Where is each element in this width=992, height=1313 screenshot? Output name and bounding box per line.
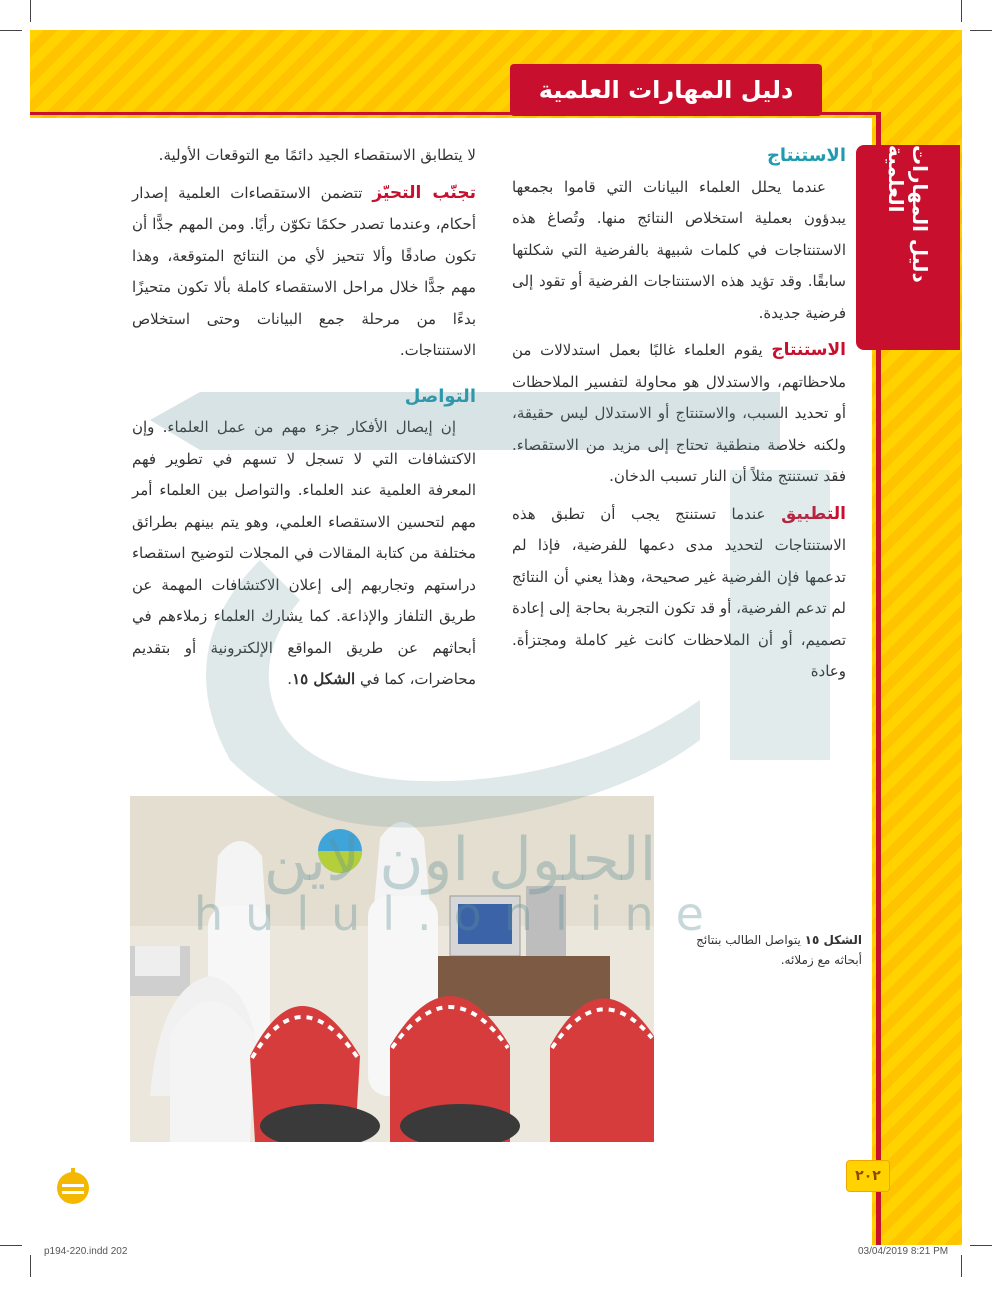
crop-mark [0, 1245, 22, 1246]
crop-mark [0, 30, 22, 31]
communication-text: إن إيصال الأفكار جزء مهم من عمل العلماء. وإن الاكتشافات التي لا تسجل لا تسهم في تطوير فهم المعرفة العلمية عند العلماء. والتواصل بين العلماء أمر مهم لتحسين الاستقصاء العلمي، وهو يتم بينهم بطرائق مختلفة من كتابة المقالات في المجلات لتوضيح استقصاء دراستهم وتجاربهم إلى إعلان الاكتشافات المهمة عن طريق التلفاز والإذاعة. كما يشارك العلماء زملاءهم في أبحاثهم عن طريق المواقع الإلكترونية أو بتقديم محاضرات، كما في [132, 418, 476, 688]
application-text: عندما تستنتج يجب أن تطبق هذه الاستنتاجات لتحديد مدى دعمها للفرضية، فإذا لم تدعمها فإن الفرضية غير صحيحة، وهذا يعني أن النتائج لم تدعم الفرضية، أو قد تكون التجربة بحاجة إلى إعادة تصميم، أو أن الملاحظات كانت غير كاملة ومجتزأة. وعادة [512, 504, 846, 680]
crop-mark [961, 1255, 962, 1277]
crop-mark [970, 30, 992, 31]
publisher-logo-icon [52, 1164, 94, 1206]
communication-paragraph [132, 412, 476, 696]
crop-mark [30, 1255, 31, 1277]
bias-paragraph [132, 178, 476, 367]
application-paragraph [512, 499, 846, 688]
chapter-title-banner: دليل المهارات العلمية [510, 64, 822, 116]
crop-mark [30, 0, 31, 22]
communication-end: . [287, 670, 293, 688]
classroom-photo [130, 796, 654, 1142]
side-section-tab: دليل المهارات العلمية [856, 145, 960, 350]
communication-heading: التواصل [404, 385, 476, 407]
left-text-column [132, 140, 476, 696]
bias-term: تجنّب التحيّز [372, 182, 476, 203]
footer-file-info: p194-220.indd 202 [44, 1246, 128, 1257]
watermark-arabic: الحلول اون لاين [263, 825, 657, 895]
figure-reference: الشكل ١٥ [292, 670, 356, 688]
crop-mark [970, 1245, 992, 1246]
top-yellow-band [30, 30, 962, 118]
conclusion-paragraph: عندما يحلل العلماء البيانات التي قاموا بجمعها يبدؤون بعملية استخلاص النتائج منها. وتُصاغ هذه الاستنتاجات في كلمات شبيهة بالفرضية التي شكلتها سابقًا. وقد تؤيد هذه الاستنتاجات الفرضية أو تقود إلى فرضية جديدة. [512, 177, 846, 322]
inference-paragraph [512, 335, 846, 493]
figure-caption-label: الشكل ١٥ [804, 933, 862, 947]
classroom-photo-drawing [130, 796, 654, 1142]
crop-mark [961, 0, 962, 22]
application-term: التطبيق [781, 503, 846, 524]
continuation-text: لا يتطابق الاستقصاء الجيد دائمًا مع التوقعات الأولية. [158, 146, 476, 164]
figure-caption [670, 930, 862, 970]
inference-text: يقوم العلماء غالبًا بعمل استدلالات من ملاحظاتهم، والاستدلال هو محاولة لتفسير الملاحظات أو تحديد السبب، والاستنتاج أو الاستدلال ليس حقيقة، ولكنه خلاصة منطقية تحتاج إلى مزيد من الاستقصاء. فقد تستنتج مثلاً أن النار تسبب الدخان. [512, 341, 846, 485]
figure-caption-text: يتواصل الطالب بنتائج أبحاثه مع زملائه. [696, 933, 862, 967]
right-text-column [512, 140, 846, 688]
watermark-latin: hulul.online [194, 887, 726, 941]
page-number-badge: ٢٠٢ [846, 1160, 890, 1192]
footer-timestamp: 03/04/2019 8:21 PM [858, 1246, 949, 1257]
bias-text: تتضمن الاستقصاءات العلمية إصدار أحكام، وعندما تصدر حكمًا تكوّن رأيًا. ومن المهم جدًّا أن تكون صادقًا وألا تتحيز لأي من النتائج المتوقعة، وهذا مهم جدًّا خلال مراحل الاستقصاء كاملة بألا تكون متحيزًا بدءًا من مرحلة جمع البيانات وحتى استخلاص الاستنتاجات. [132, 183, 476, 359]
inference-term: الاستنتاج [771, 340, 846, 360]
conclusion-heading: الاستنتاج [766, 145, 846, 166]
